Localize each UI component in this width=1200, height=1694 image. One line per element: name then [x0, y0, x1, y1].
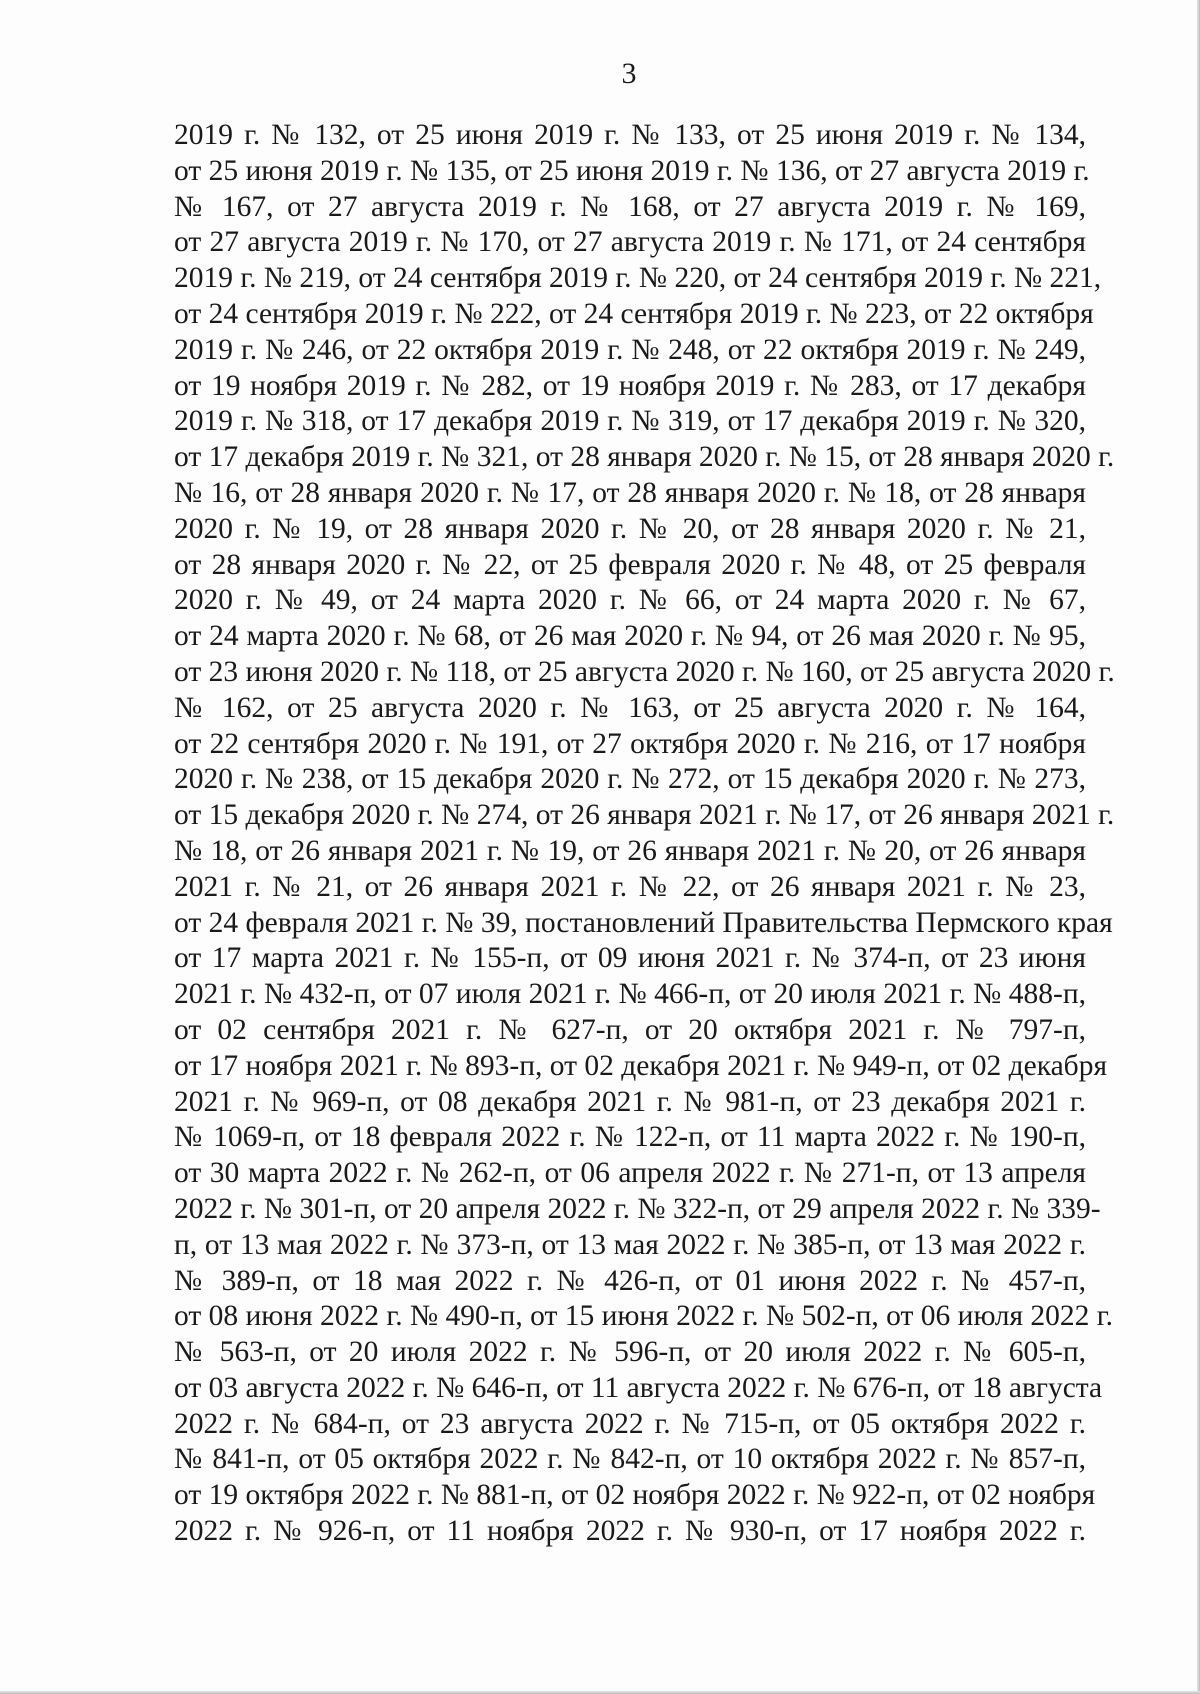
body-text [174, 118, 1115, 1550]
text-line: от 03 августа 2022 г. № 646-п, от 11 августа 2022 г. № 676-п, от 18 августа [174, 1371, 1103, 1404]
text-line: 2020 г. № 238, от 15 декабря 2020 г. № 272, от 15 декабря 2020 г. № 273, [174, 763, 1086, 796]
text-line: № 16, от 28 января 2020 г. № 17, от 28 января 2020 г. № 18, от 28 января [174, 476, 1086, 509]
text-line: от 27 августа 2019 г. № 170, от 27 августа 2019 г. № 171, от 24 сентября [174, 226, 1086, 259]
text-line: от 19 октября 2022 г. № 881-п, от 02 ноября 2022 г. № 922-п, от 02 ноября [174, 1479, 1096, 1512]
text-line: от 24 сентября 2019 г. № 222, от 24 сентября 2019 г. № 223, от 22 октября [174, 297, 1094, 330]
text-line: от 23 июня 2020 г. № 118, от 25 августа 2020 г. № 160, от 25 августа 2020 г. [174, 655, 1115, 688]
text-line: 2019 г. № 132, от 25 июня 2019 г. № 133, от 25 июня 2019 г. № 134, [174, 119, 1086, 151]
text-line: № 18, от 26 января 2021 г. № 19, от 26 января 2021 г. № 20, от 26 января [174, 834, 1086, 867]
text-line: от 19 ноября 2019 г. № 282, от 19 ноября 2019 г. № 283, от 17 декабря [174, 369, 1086, 402]
text-line: от 17 ноября 2021 г. № 893-п, от 02 декабря 2021 г. № 949-п, от 02 декабря [174, 1049, 1108, 1082]
page-number: 3 [621, 57, 637, 90]
text-line: № 1069-п, от 18 февраля 2022 г. № 122-п, от 11 марта 2022 г. № 190-п, [174, 1121, 1086, 1154]
text-line: 2021 г. № 21, от 26 января 2021 г. № 22, от 26 января 2021 г. № 23, [174, 870, 1086, 903]
text-line: № 563-п, от 20 июля 2022 г. № 596-п, от 20 июля 2022 г. № 605-п, [174, 1336, 1086, 1369]
text-line: 2022 г. № 684-п, от 23 августа 2022 г. № 715-п, от 05 октября 2022 г. [174, 1407, 1086, 1440]
text-line: от 22 сентября 2020 г. № 191, от 27 октября 2020 г. № 216, от 17 ноября [174, 727, 1086, 760]
text-line: 2020 г. № 19, от 28 января 2020 г. № 20, от 28 января 2020 г. № 21, [174, 512, 1086, 545]
text-line: от 02 сентября 2021 г. № 627-п, от 20 октября 2021 г. № 797-п, [174, 1013, 1086, 1046]
text-line: п, от 13 мая 2022 г. № 373-п, от 13 мая 2022 г. № 385-п, от 13 мая 2022 г. [174, 1228, 1086, 1261]
text-line: 2021 г. № 432-п, от 07 июля 2021 г. № 466-п, от 20 июля 2021 г. № 488-п, [174, 978, 1086, 1011]
text-line: № 389-п, от 18 мая 2022 г. № 426-п, от 01 июня 2022 г. № 457-п, [174, 1264, 1086, 1297]
text-line: № 841-п, от 05 октября 2022 г. № 842-п, от 10 октября 2022 г. № 857-п, [174, 1443, 1086, 1476]
text-line: от 28 января 2020 г. № 22, от 25 февраля 2020 г. № 48, от 25 февраля [174, 548, 1086, 581]
text-line: от 17 марта 2021 г. № 155-п, от 09 июня 2021 г. № 374-п, от 23 июня [174, 942, 1086, 975]
text-line: от 30 марта 2022 г. № 262-п, от 06 апреля 2022 г. № 271-п, от 13 апреля [174, 1157, 1086, 1190]
text-line: от 25 июня 2019 г. № 135, от 25 июня 2019 г. № 136, от 27 августа 2019 г. [174, 154, 1090, 187]
text-line: № 167, от 27 августа 2019 г. № 168, от 27 августа 2019 г. № 169, [174, 190, 1086, 223]
text-line: 2019 г. № 219, от 24 сентября 2019 г. № 220, от 24 сентября 2019 г. № 221, [174, 262, 1102, 295]
text-line: 2019 г. № 318, от 17 декабря 2019 г. № 319, от 17 декабря 2019 г. № 320, [174, 405, 1086, 438]
text-line: 2021 г. № 969-п, от 08 декабря 2021 г. № 981-п, от 23 декабря 2021 г. [174, 1085, 1086, 1118]
text-line: 2022 г. № 926-п, от 11 ноября 2022 г. № 930-п, от 17 ноября 2022 г. [174, 1515, 1086, 1548]
text-line: 2022 г. № 301-п, от 20 апреля 2022 г. № 322-п, от 29 апреля 2022 г. № 339- [174, 1192, 1101, 1225]
text-line: от 24 февраля 2021 г. № 39, постановлений Правительства Пермского края [174, 906, 1113, 939]
text-line: от 24 марта 2020 г. № 68, от 26 мая 2020 г. № 94, от 26 мая 2020 г. № 95, [174, 620, 1086, 653]
text-line: 2019 г. № 246, от 22 октября 2019 г. № 248, от 22 октября 2019 г. № 249, [174, 333, 1086, 366]
text-line: от 15 декабря 2020 г. № 274, от 26 января 2021 г. № 17, от 26 января 2021 г. [174, 799, 1115, 832]
text-line: от 08 июня 2022 г. № 490-п, от 15 июня 2022 г. № 502-п, от 06 июля 2022 г. [174, 1300, 1113, 1333]
text-line: 2020 г. № 49, от 24 марта 2020 г. № 66, от 24 марта 2020 г. № 67, [174, 584, 1086, 617]
text-line: № 162, от 25 августа 2020 г. № 163, от 25 августа 2020 г. № 164, [174, 691, 1086, 724]
text-line: от 17 декабря 2019 г. № 321, от 28 января 2020 г. № 15, от 28 января 2020 г. [174, 441, 1115, 474]
